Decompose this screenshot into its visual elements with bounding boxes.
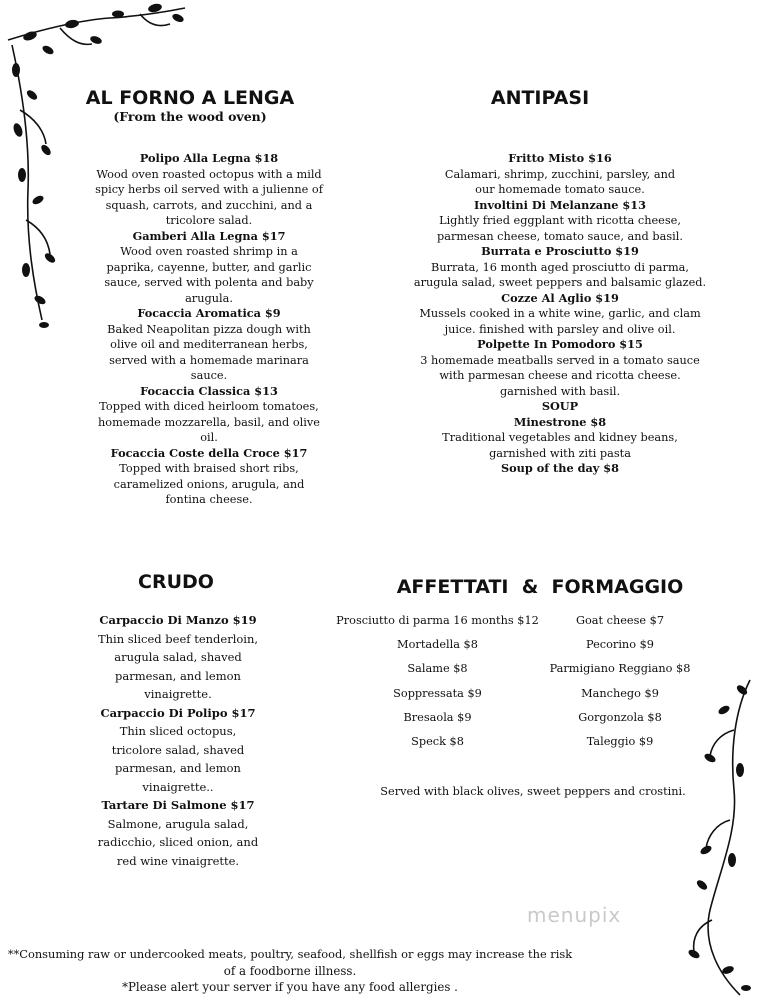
menu-item [410,399,710,415]
affettati-cheeses-list [545,609,695,754]
section-title-antipasi: ANTIPASI [490,87,590,109]
list-item: Bresaola $9 [403,710,472,724]
list-item: Speck $8 [411,734,464,748]
list-item: Salame $8 [407,662,468,676]
menu-item [95,704,261,797]
section-title-affettati: AFFETTATI & FORMAGGIO [396,576,684,598]
menu-item-name: Polipo Alla Legna $18 [139,151,279,165]
menu-item [95,796,261,870]
menu-item-desc: Thin sliced beef tenderloin, arugula salad, shaved parmesan, and lemon vinaigrette. [97,631,259,701]
menu-item-desc: Calamari, shrimp, zucchini, parsley, and our homemade tomato sauce. [444,167,676,196]
forno-menu-list [95,151,323,508]
menu-item-desc: Topped with braised short ribs, caramelized onions, arugula, and fontina cheese. [113,462,305,506]
menu-item-desc: Thin sliced octopus, tricolore salad, shaved parmesan, and lemon vinaigrette.. [111,724,245,794]
list-item: Parmigiano Reggiano $8 [549,662,691,676]
menu-item-desc: Lightly fried eggplant with ricotta cheese, parmesan cheese, tomato sauce, and basil. [437,214,683,243]
list-item: Goat cheese $7 [575,614,665,627]
menu-item-name: Carpaccio Di Manzo $19 [99,613,257,627]
footer-line-1: **Consuming raw or undercooked meats, poultry, seafood, shellfish or eggs may increase the risk [7,947,573,961]
list-item: Manchego $9 [581,686,659,700]
list-item: Mortadella $8 [397,638,478,652]
menupix-watermark: menupix [527,903,622,927]
footer-line-2: of a foodborne illness. [223,963,357,978]
menu-item [410,291,710,338]
antipasi-menu-list [410,151,710,477]
menu-item-desc: Wood oven roasted octopus with a mild spicy herbs oil served with a julienne of squash, carrots, and zucchini, and a tricolore salad. [95,167,323,227]
menu-item [95,151,323,229]
menu-item-desc: 3 homemade meatballs served in a tomato sauce with parmesan cheese and ricotta cheese. garnished with basil. [420,353,700,398]
crudo-menu-list [95,611,261,870]
menu-item-name: Focaccia Aromatica $9 [137,306,281,320]
menu-item-desc: Baked Neapolitan pizza dough with olive oil and mediterranean herbs, served with a homemade marinara sauce. [107,322,311,382]
section-title-crudo: CRUDO [138,571,214,593]
menu-item-name: Involtini Di Melanzane $13 [473,197,647,212]
menu-item-desc: Traditional vegetables and kidney beans, garnished with ziti pasta [442,431,678,460]
menu-item-desc: Wood oven roasted shrimp in a paprika, cayenne, butter, and garlic sauce, served with polenta and baby arugula. [104,245,314,305]
menu-item-name: Tartare Di Salmone $17 [101,798,255,812]
menu-item-name: Minestrone $8 [513,414,607,429]
menu-item [410,244,710,291]
menu-item [410,415,710,462]
menu-item-name: Burrata e Prosciutto $19 [481,244,639,258]
affettati-meats-list [335,609,540,754]
menu-item-name: Gamberi Alla Legna $17 [132,228,286,243]
menu-item-name: Cozze Al Aglio $19 [501,290,619,305]
menu-item [95,229,323,307]
menu-item [410,198,710,245]
menu-item-name: Soup of the day $8 [500,461,620,475]
menu-item-desc: Salmone, arugula salad, radicchio, sliced onion, and red wine vinaigrette. [97,816,259,868]
menu-item-name: Carpaccio Di Polipo $17 [100,705,256,720]
menu-item [410,337,710,399]
menu-item [95,611,261,704]
menu-item [95,306,323,384]
footer-disclaimer [0,946,580,996]
list-item: Prosciutto di parma 16 months $12 [336,614,539,627]
list-item: Gorgonzola $8 [578,710,662,724]
menu-item-name: Polpette In Pomodoro $15 [477,337,643,351]
menu-item-name: Focaccia Coste della Croce $17 [110,445,308,460]
list-item: Pecorino $9 [586,638,654,652]
menu-item-name: Fritto Misto $16 [508,151,612,165]
footer-line-3: *Please alert your server if you have any food allergies . [122,980,458,994]
section-subtitle-forno: (From the wood oven) [113,109,267,124]
menu-item-name: Focaccia Classica $13 [140,383,278,398]
list-item: Taleggio $9 [586,734,654,748]
section-title-forno: AL FORNO A LENGA [85,87,295,109]
menu-item-name: SOUP [541,399,579,413]
list-item: Soppressata $9 [393,686,482,700]
menu-item [410,151,710,198]
menu-item-desc: Mussels cooked in a white wine, garlic, and clam juice. finished with parsley and olive oil. [419,307,701,336]
menu-item-desc: Burrata, 16 month aged prosciutto di parma, arugula salad, sweet peppers and balsamic glazed. [413,260,707,289]
menu-item-desc: Topped with diced heirloom tomatoes, homemade mozzarella, basil, and olive oil. [98,400,320,444]
affettati-served-note: Served with black olives, sweet peppers and crostini. [380,785,686,798]
menu-item [95,446,323,508]
menu-item [95,384,323,446]
menu-item [410,461,710,477]
